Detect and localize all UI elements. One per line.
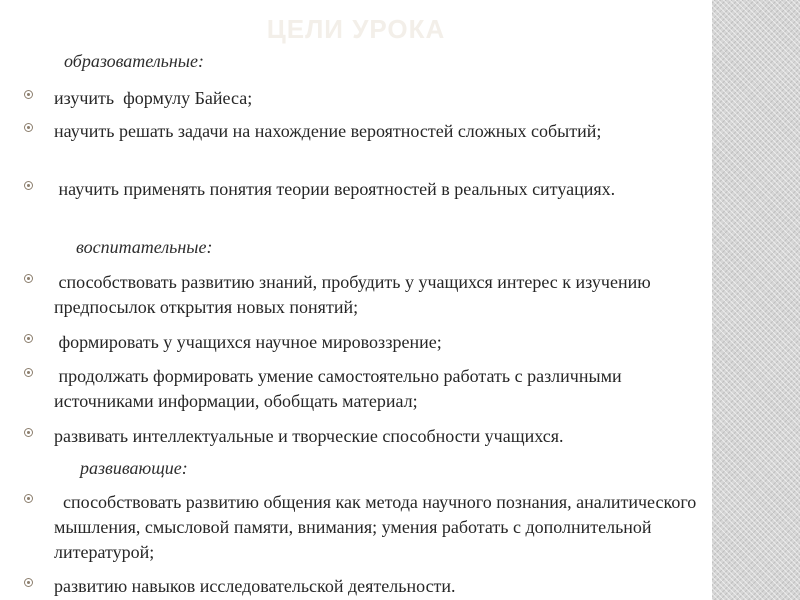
list-item-text: развивать интеллектуальные и творческие способности учащихся. xyxy=(54,426,564,446)
bullet-icon xyxy=(24,90,33,99)
section-heading-developmental: развивающие: xyxy=(80,458,188,478)
slide-title: ЦЕЛИ УРОКА xyxy=(266,14,446,44)
bullet-icon xyxy=(24,181,33,190)
list-item-text: формировать у учащихся научное мировоззрение; xyxy=(54,332,442,352)
decorative-side-panel xyxy=(712,0,800,600)
bullet-icon xyxy=(24,123,33,132)
section-heading-upbringing: воспитательные: xyxy=(76,237,213,257)
list-item-text: научить решать задачи на нахождение вероятностей сложных событий; xyxy=(54,121,602,141)
bullet-icon xyxy=(24,578,33,587)
bullet-icon xyxy=(24,334,33,343)
list-item-text: научить применять понятия теории вероятностей в реальных ситуациях. xyxy=(54,179,616,199)
list-item-text: способствовать развитию общения как метода научного познания, аналитического мышления, смысловой памяти, внимания; умения работать с дополнительной литературой; xyxy=(54,492,701,562)
list-item-text: способствовать развитию знаний, пробудить у учащихся интерес к изучению предпосылок открытия новых понятий; xyxy=(54,272,656,317)
list-item-text: продолжать формировать умение самостоятельно работать с различными источниками информации, обобщать материал; xyxy=(54,366,627,411)
bullet-icon xyxy=(24,368,33,377)
bullet-icon xyxy=(24,494,33,503)
bullet-icon xyxy=(24,428,33,437)
section-heading-educational: образовательные: xyxy=(64,51,204,71)
list-item-text: изучить формулу Байеса; xyxy=(54,88,253,108)
bullet-icon xyxy=(24,274,33,283)
list-item-text: развитию навыков исследовательской деятельности. xyxy=(54,576,456,596)
